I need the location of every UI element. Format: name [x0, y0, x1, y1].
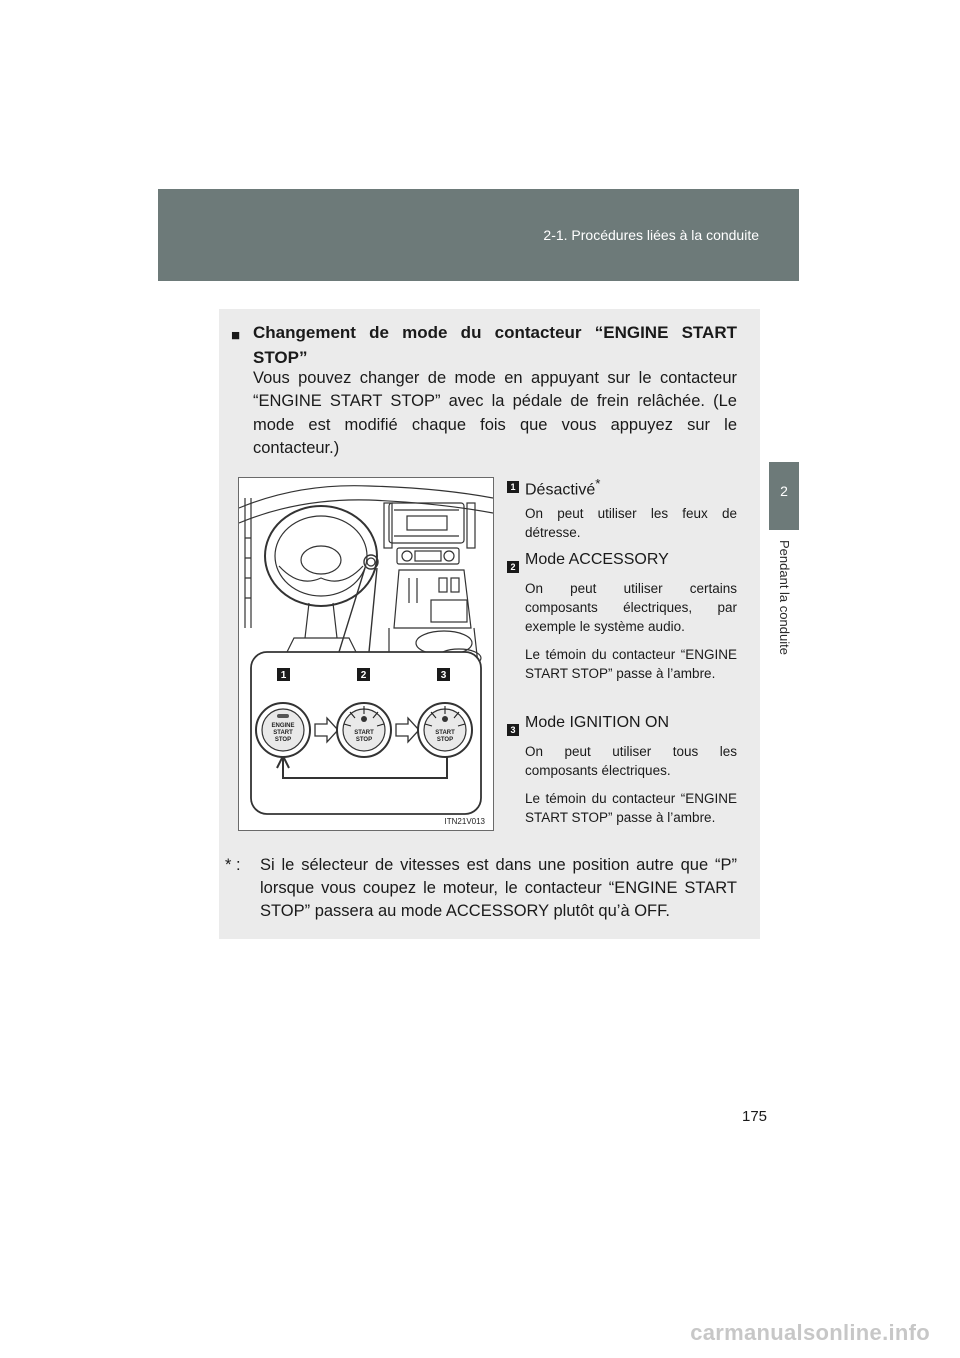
mode-text-accessory-1: On peut utiliser certains composants électriques, par exemple le système audio. [525, 581, 737, 634]
mode-title-off: Désactivé* [525, 476, 601, 499]
section-header-bar [158, 189, 799, 281]
info-box [219, 309, 760, 939]
dashboard-illustration [238, 477, 494, 831]
figure-code: ITN21V013 [444, 817, 485, 826]
footnote-text: Si le sélecteur de vitesses est dans une position autre que “P” lorsque vous coupez le moteur, le contacteur “ENGINE START STOP” passera au mode ACCESSORY plutôt qu’à OFF. [260, 856, 737, 920]
info-heading [231, 320, 737, 370]
callout-2: 2 [360, 670, 367, 681]
chapter-tab [769, 462, 799, 530]
mode-text-accessory-2: Le témoin du contacteur “ENGINE START STOP” passe à l’ambre. [525, 647, 737, 681]
mode-text-ignition-1: On peut utiliser tous les composants électriques. [525, 744, 737, 778]
button3-line2: START [435, 730, 455, 736]
mode-text-off: On peut utiliser les feux de détresse. [525, 506, 737, 540]
button3-line3: STOP [436, 737, 454, 743]
heading-square-icon: ■ [231, 327, 241, 344]
chapter-number: 2 [780, 483, 788, 499]
watermark: carmanualsonline.info [690, 1320, 930, 1345]
dashboard-drawing [239, 478, 493, 830]
footnote-marker: * : [225, 856, 241, 874]
start-button-accessory-icon [337, 703, 391, 757]
asterisk-mark: * [595, 476, 601, 491]
mode-badge-3: 3 [507, 724, 519, 736]
button2-line2: START [354, 730, 374, 736]
button1-line3: STOP [274, 737, 292, 743]
section-title: 2-1. Procédures liées à la conduite [543, 227, 759, 243]
mode-badge-2: 2 [507, 561, 519, 573]
button1-line2: START [273, 730, 293, 736]
heading-text: Changement de mode du contacteur “ENGINE START STOP” [253, 323, 737, 367]
start-button-off-icon [256, 703, 310, 757]
mode-badge-1: 1 [507, 481, 519, 493]
callout-3: 3 [440, 670, 447, 681]
mode-title-accessory: Mode ACCESSORY [525, 551, 669, 568]
callout-1: 1 [280, 670, 287, 681]
page-number: 175 [742, 1108, 768, 1125]
button1-line1: ENGINE [271, 723, 295, 729]
mode-title-ignition: Mode IGNITION ON [525, 714, 670, 731]
mode-text-ignition-2: Le témoin du contacteur “ENGINE START STOP” passe à l’ambre. [525, 791, 737, 825]
intro-paragraph: Vous pouvez changer de mode en appuyant sur le contacteur “ENGINE START STOP” avec la pédale de frein relâchée. (Le mode est modifié chaque fois que vous appuyez sur le contacteur.) [253, 369, 737, 457]
button2-line3: STOP [355, 737, 373, 743]
chapter-label: Pendant la conduite [777, 540, 792, 655]
start-button-ignition-icon [418, 703, 472, 757]
